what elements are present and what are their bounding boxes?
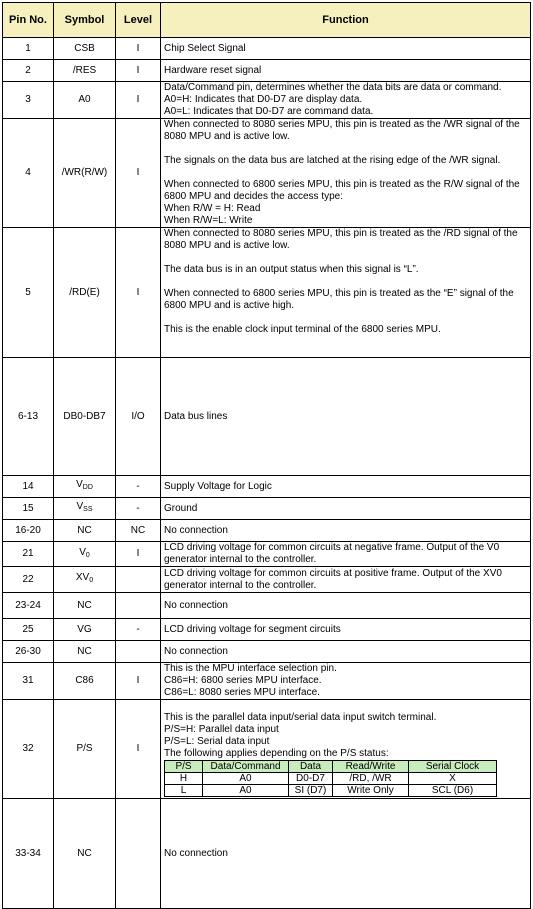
level-cell [116, 593, 161, 619]
pin-no-cell: 1 [3, 38, 54, 60]
function-line: When connected to 8080 series MPU, this pin is treated as the /WR signal of the 8080 MPU and is active low. [164, 119, 520, 142]
symbol-cell [54, 119, 116, 228]
subtable-header-row [165, 761, 497, 773]
function-line: Supply Voltage for Logic [164, 480, 272, 492]
symbol-subscript: DD [82, 484, 93, 491]
symbol-cell [54, 82, 116, 119]
table-row [3, 799, 531, 909]
symbol-text: V [76, 501, 84, 512]
table-row [3, 60, 531, 82]
symbol-cell [54, 567, 116, 593]
level-cell: I [116, 228, 161, 358]
pin-no-cell: 21 [3, 542, 54, 567]
function-line: When connected to 6800 series MPU, this pin is treated as the “E” signal of the 6800 MPU and is active high. [164, 288, 514, 311]
table-row [3, 542, 531, 567]
function-cell [161, 38, 531, 60]
function-line: Chip Select Signal [164, 42, 246, 54]
function-cell [161, 619, 531, 641]
subtable-header-cell: Data/Command [203, 761, 289, 773]
pin-no-cell: 33-34 [3, 799, 54, 909]
subtable-cell: D0-D7 [289, 773, 333, 785]
symbol-text: CSB [74, 42, 95, 54]
subtable-header-cell: Serial Clock [409, 761, 497, 773]
symbol-text: /RD(E) [69, 286, 100, 298]
function-cell [161, 567, 531, 593]
symbol-cell [54, 700, 116, 799]
subtable-cell: Write Only [333, 785, 409, 797]
function-line: LCD driving voltage for common circuits at negative frame. Output of the V0 generator internal to the controller. [164, 542, 500, 565]
subtable-header-cell: P/S [165, 761, 203, 773]
function-line: Data bus lines [164, 410, 228, 422]
level-cell: I [116, 82, 161, 119]
symbol-text: NC [77, 645, 92, 657]
function-cell [161, 358, 531, 476]
level-cell: I [116, 700, 161, 799]
function-line: C86=H: 6800 series MPU interface. [164, 675, 322, 686]
symbol-cell [54, 542, 116, 567]
function-line: This is the MPU interface selection pin. [164, 663, 337, 674]
pin-no-cell: 25 [3, 619, 54, 641]
function-cell [161, 228, 531, 358]
symbol-text: DB0-DB7 [63, 410, 106, 422]
table-row [3, 82, 531, 119]
table-row [3, 663, 531, 700]
function-cell [161, 498, 531, 520]
function-cell [161, 641, 531, 663]
level-cell: I [116, 38, 161, 60]
subtable-cell: A0 [203, 785, 289, 797]
pin-no-cell: 5 [3, 228, 54, 358]
subtable-cell: A0 [203, 773, 289, 785]
paragraph-gap [164, 276, 527, 288]
function-line: When connected to 8080 series MPU, this pin is treated as the /RD signal of the 8080 MPU and is active low. [164, 228, 518, 251]
table-row [3, 641, 531, 663]
function-line: P/S=H: Parallel data input [164, 724, 279, 735]
function-line: When connected to 6800 series MPU, this pin is treated as the R/W signal of the 6800 MPU and decides the access type: [164, 179, 520, 202]
table-row [3, 593, 531, 619]
table-row [3, 228, 531, 358]
function-line: Ground [164, 502, 198, 514]
subtable-cell: L [165, 785, 203, 797]
function-cell [161, 542, 531, 567]
symbol-text: C86 [75, 675, 94, 686]
symbol-text: P/S [76, 743, 93, 754]
function-line: A0=H: Indicates that D0-D7 are display data. [164, 94, 363, 105]
pin-no-cell: 14 [3, 476, 54, 498]
function-line: No connection [164, 524, 228, 536]
pin-no-cell: 3 [3, 82, 54, 119]
function-line: Data/Command pin, determines whether the data bits are data or command. [164, 82, 502, 93]
function-cell [161, 663, 531, 700]
function-cell [161, 520, 531, 542]
level-cell: I/O [116, 358, 161, 476]
function-cell [161, 593, 531, 619]
function-line: The data bus is in an output status when this signal is “L”. [164, 264, 419, 275]
paragraph-gap [164, 700, 527, 712]
pin-no-cell: 26-30 [3, 641, 54, 663]
pin-no-cell: 4 [3, 119, 54, 228]
function-cell [161, 82, 531, 119]
level-cell: - [116, 619, 161, 641]
pin-description-table [2, 2, 531, 909]
subtable-cell: X [409, 773, 497, 785]
symbol-subscript: 0 [89, 577, 94, 584]
paragraph-gap [164, 312, 527, 324]
level-cell: NC [116, 520, 161, 542]
symbol-text: NC [77, 524, 92, 536]
symbol-cell [54, 619, 116, 641]
symbol-cell [54, 799, 116, 909]
table-row [3, 476, 531, 498]
symbol-cell [54, 228, 116, 358]
subtable-row [165, 773, 497, 785]
symbol-text: /WR(R/W) [61, 167, 108, 178]
symbol-text: V [76, 479, 83, 490]
function-cell [161, 476, 531, 498]
paragraph-gap [164, 252, 527, 264]
subtable-cell: SCL (D6) [409, 785, 497, 797]
subtable-cell: /RD, /WR [333, 773, 409, 785]
table-row [3, 700, 531, 799]
subtable-header-cell: Read/Write [333, 761, 409, 773]
function-cell [161, 119, 531, 228]
subtable-header-cell: Data [289, 761, 333, 773]
function-line: No connection [164, 599, 228, 611]
paragraph-gap [164, 143, 527, 155]
symbol-cell [54, 663, 116, 700]
table-row [3, 119, 531, 228]
function-line: When R/W = H: Read [164, 203, 261, 214]
symbol-cell [54, 476, 116, 498]
table-row [3, 567, 531, 593]
level-cell: - [116, 498, 161, 520]
function-line: No connection [164, 645, 228, 657]
symbol-text: NC [77, 599, 92, 611]
function-line: LCD driving voltage for segment circuits [164, 623, 341, 635]
symbol-text: A0 [78, 94, 91, 105]
pin-no-cell: 31 [3, 663, 54, 700]
symbol-cell [54, 520, 116, 542]
level-cell [116, 567, 161, 593]
function-line: This is the enable clock input terminal of the 6800 series MPU. [164, 324, 441, 335]
header-pin-no: Pin No. [3, 3, 54, 38]
header-function: Function [161, 3, 531, 38]
symbol-cell [54, 358, 116, 476]
subtable-cell: SI (D7) [289, 785, 333, 797]
function-cell [161, 799, 531, 909]
level-cell [116, 641, 161, 663]
function-cell [161, 60, 531, 82]
level-cell: I [116, 60, 161, 82]
function-line: No connection [164, 847, 228, 859]
function-line: C86=L: 8080 series MPU interface. [164, 687, 320, 698]
header-symbol: Symbol [54, 3, 116, 38]
symbol-text: /RES [72, 64, 97, 76]
function-line: The following applies depending on the P/S status: [164, 748, 389, 759]
symbol-cell [54, 641, 116, 663]
function-line: A0=L: Indicates that D0-D7 are command data. [164, 106, 374, 117]
pin-no-cell: 15 [3, 498, 54, 520]
symbol-cell [54, 38, 116, 60]
symbol-cell [54, 60, 116, 82]
header-level: Level [116, 3, 161, 38]
level-cell: I [116, 542, 161, 567]
symbol-text: XV [75, 572, 90, 583]
table-row [3, 358, 531, 476]
pin-no-cell: 6-13 [3, 358, 54, 476]
symbol-text: VG [77, 623, 92, 635]
symbol-text: NC [77, 847, 92, 859]
symbol-subscript: SS [83, 506, 93, 513]
ps-status-subtable [164, 760, 497, 797]
function-line: Hardware reset signal [164, 64, 262, 76]
paragraph-gap [164, 167, 527, 179]
table-header-row [3, 3, 531, 38]
table-row [3, 520, 531, 542]
pin-no-cell: 2 [3, 60, 54, 82]
pin-no-cell: 23-24 [3, 593, 54, 619]
symbol-cell [54, 498, 116, 520]
level-cell [116, 799, 161, 909]
subtable-cell: H [165, 773, 203, 785]
table-row [3, 498, 531, 520]
symbol-subscript: 0 [85, 551, 90, 559]
symbol-text: V [79, 546, 86, 558]
function-line: When R/W=L: Write [164, 215, 253, 226]
table-row [3, 38, 531, 60]
function-line: LCD driving voltage for common circuits at positive frame. Output of the XV0 generator internal to the controller. [164, 567, 502, 591]
pin-no-cell: 16-20 [3, 520, 54, 542]
function-line: This is the parallel data input/serial data input switch terminal. [164, 712, 437, 723]
symbol-cell [54, 593, 116, 619]
pin-no-cell: 22 [3, 567, 54, 593]
subtable-row [165, 785, 497, 797]
pin-no-cell: 32 [3, 700, 54, 799]
level-cell: I [116, 119, 161, 228]
function-line: The signals on the data bus are latched at the rising edge of the /WR signal. [164, 155, 501, 166]
level-cell: I [116, 663, 161, 700]
table-row [3, 619, 531, 641]
function-cell [161, 700, 531, 799]
level-cell: - [116, 476, 161, 498]
function-line: P/S=L: Serial data input [164, 736, 270, 747]
